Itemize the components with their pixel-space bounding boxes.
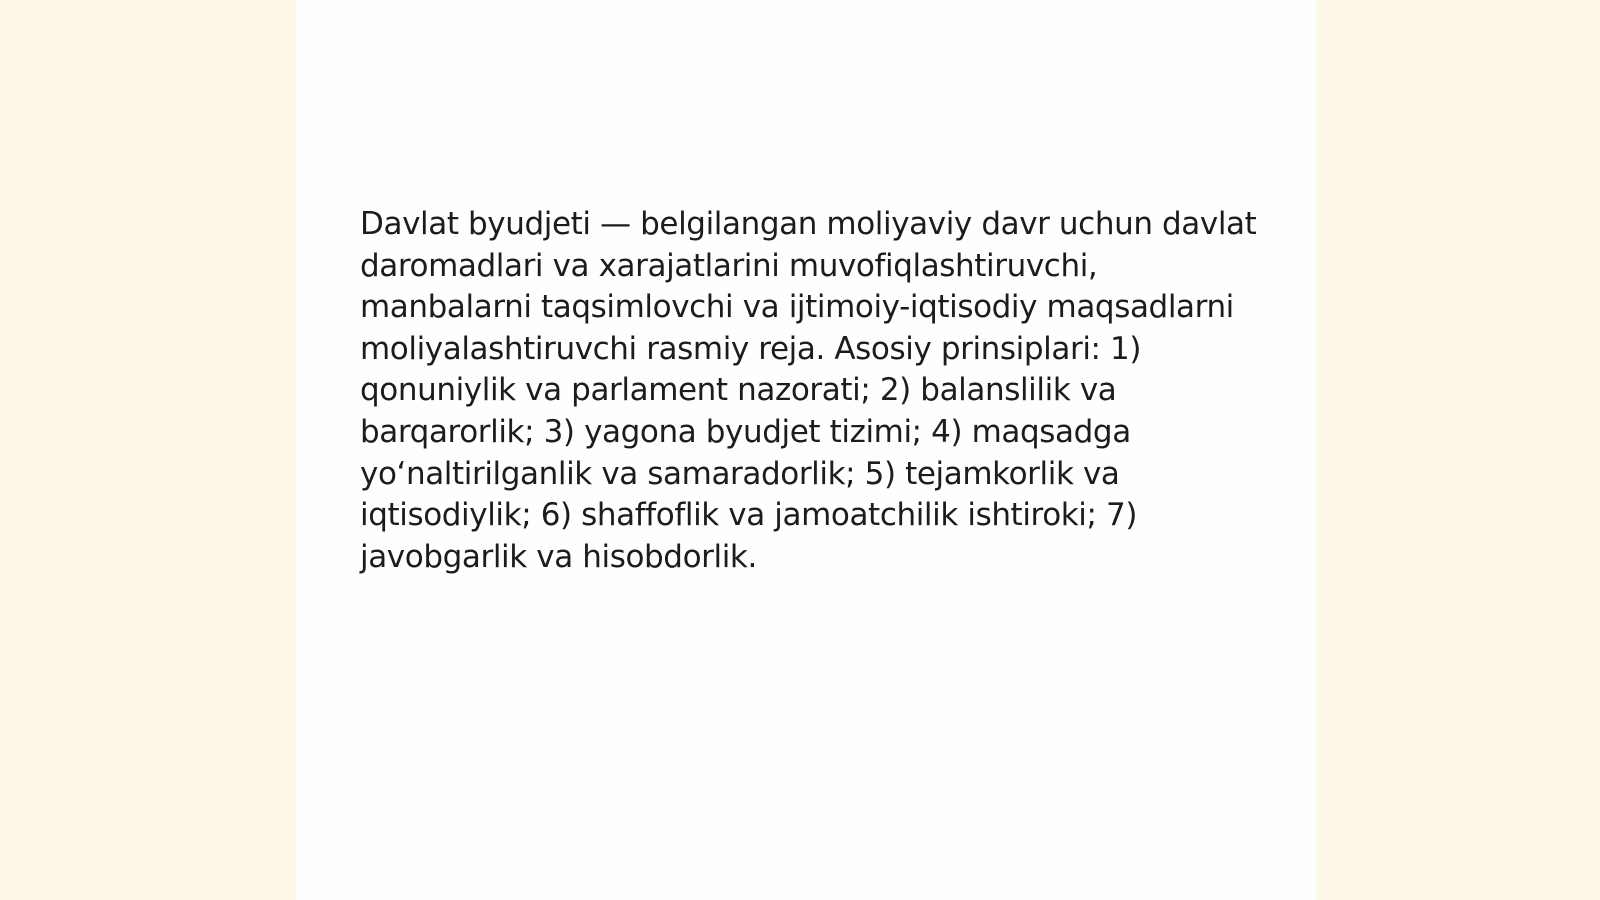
body-paragraph: Davlat byudjeti — belgilangan moliyaviy davr uchun davlat daromadlari va xarajatlarini muvofiqlashtiruvchi, manbalarni taqsimlovchi va ijtimoiy-iqtisodiy maqsadlarni moliyalashtiruvchi rasmiy reja. Asosiy prinsiplari: 1) qonuniylik va parlament nazorati; 2) balanslilik va barqarorlik; 3) yagona byudjet tizimi; 4) maqsadga yoʻnaltirilganlik va samaradorlik; 5) tejamkorlik va iqtisodiylik; 6) shaffoflik va jamoatchilik ishtiroki; 7) javobgarlik va hisobdorlik.: [360, 206, 1257, 575]
document-card: [296, 0, 1316, 900]
